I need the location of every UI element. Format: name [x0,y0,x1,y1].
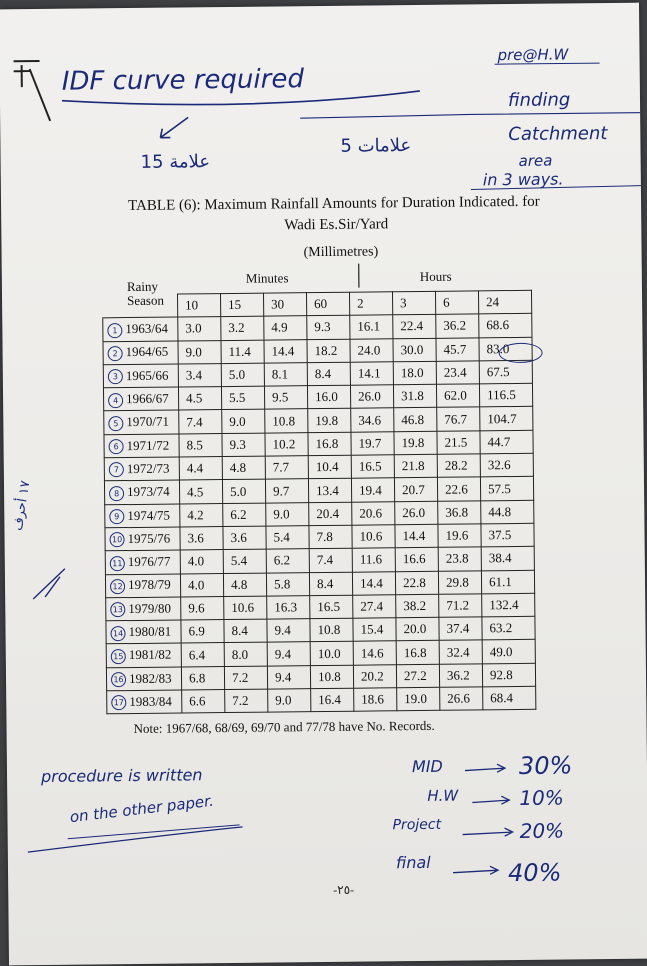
col-header: 24 [478,290,531,314]
value-cell: 7.7 [265,456,308,480]
value-cell: 44.8 [481,500,534,524]
value-cell: 68.6 [479,314,532,338]
value-cell: 5.0 [221,363,264,387]
value-cell: 32.4 [439,640,482,664]
row-number-mark: 11 [110,556,125,571]
value-cell: 14.4 [395,524,438,548]
table-title: TABLE (6): Maximum Rainfall Amounts for Duration Indicated. for [127,193,540,215]
value-cell: 29.8 [438,570,481,594]
value-cell: 32.6 [480,453,533,477]
value-cell: 7.2 [225,689,268,713]
value-cell: 26.0 [395,501,438,525]
season-label: 1965/66 [125,367,169,383]
handwritten-side-note: ١٧ أحرف [10,479,34,532]
season-header: Rainy Season [126,278,164,309]
value-cell: 49.0 [482,640,535,664]
value-cell: 16.0 [307,385,350,409]
value-cell: 16.3 [267,596,310,620]
value-cell: 14.1 [350,362,393,386]
value-cell: 13.4 [308,479,351,503]
season-cell [103,364,178,388]
table-note: Note: 1967/68, 68/69, 69/70 and 77/78 have No. Records. [133,717,435,737]
value-cell: 8.0 [224,643,267,667]
col-header: 15 [221,293,264,317]
season-cell [104,411,179,435]
season-cell [106,667,181,691]
value-cell: 6.8 [181,666,224,690]
value-cell: 9.4 [267,665,310,689]
value-cell: 3.6 [223,526,266,550]
value-cell: 5.4 [266,526,309,550]
value-cell: 5.4 [223,549,266,573]
row-number-mark: 7 [109,463,124,478]
value-cell: 6.9 [181,620,224,644]
col-header: 3 [392,291,435,315]
row-number-mark: 12 [110,579,125,594]
value-cell: 45.7 [436,337,479,361]
value-cell: 19.4 [351,478,394,502]
value-cell: 37.4 [439,617,482,641]
value-cell: 5.5 [221,386,264,410]
season-cell [105,550,180,574]
season-cell [104,434,179,458]
handwritten-note-2: finding [507,89,571,112]
row-number-mark: 17 [111,696,126,711]
value-cell: 36.8 [438,501,481,525]
season-cell [107,690,182,714]
grade-value-mid: 30% [518,751,573,780]
value-cell: 7.4 [179,410,222,434]
table-row [107,686,536,714]
season-cell [105,527,180,551]
season-cell [104,480,179,504]
value-cell: 16.6 [395,548,438,572]
value-cell: 20.6 [352,501,395,525]
value-cell: 6.2 [266,549,309,573]
value-cell: 9.3 [307,316,350,340]
value-cell: 10.8 [265,409,308,433]
value-cell: 16.5 [351,455,394,479]
season-label: 1975/76 [127,530,171,546]
group-minutes: Minutes [245,270,289,286]
value-cell: 22.8 [395,571,438,595]
paper-sheet [0,3,647,966]
value-cell: 83.0 [479,337,532,361]
value-cell: 92.8 [482,663,535,687]
value-cell: 8.4 [309,572,352,596]
value-cell: 9.0 [268,689,311,713]
value-cell: 34.6 [351,408,394,432]
value-cell: 4.9 [264,316,307,340]
value-cell: 116.5 [479,383,532,407]
value-cell: 9.0 [222,410,265,434]
grade-value-project: 20% [519,818,565,843]
grade-label-hw: H.W [427,786,459,805]
grade-label-mid: MID [411,756,443,777]
season-label: 1963/64 [125,320,169,337]
grade-value-final: 40% [507,858,562,888]
row-number-mark: 10 [109,532,124,547]
value-cell: 30.0 [393,338,436,362]
rainfall-table [102,290,536,715]
value-cell: 4.4 [179,457,222,481]
value-cell: 8.5 [179,433,222,457]
season-cell [105,574,180,598]
value-cell: 38.4 [481,547,534,571]
season-label: 1980/81 [128,623,172,640]
value-cell: 11.4 [221,340,264,364]
value-cell: 16.5 [310,595,353,619]
value-cell: 10.4 [308,455,351,479]
season-label: 1976/77 [127,553,171,570]
value-cell: 20.7 [394,478,437,502]
handwritten-marks-right: 5 علامات [340,135,412,157]
col-header: 30 [263,293,306,317]
value-cell: 44.7 [480,430,533,454]
procedure-note-2: on the other paper. [68,791,215,827]
value-cell: 62.0 [436,384,479,408]
value-cell: 26.6 [440,687,483,711]
season-cell [103,387,178,411]
season-cell [106,620,181,644]
value-cell: 9.4 [267,619,310,643]
col-header: 60 [306,292,349,316]
season-label: 1979/80 [128,600,171,616]
table-units: (Millimetres) [303,244,379,261]
value-cell: 24.0 [350,338,393,362]
handwritten-marks-left: 15 علامة [140,151,211,173]
value-cell: 31.8 [393,385,436,409]
row-number-mark: 6 [109,439,124,454]
value-cell: 14.4 [352,571,395,595]
table-body [103,314,536,715]
procedure-note-1: procedure is written [40,765,203,786]
value-cell: 36.2 [436,314,479,338]
value-cell: 9.0 [178,340,221,364]
value-cell: 3.4 [178,363,221,387]
value-cell: 14.6 [353,641,396,665]
value-cell: 5.8 [266,572,309,596]
row-number-mark: 8 [109,486,124,501]
row-number-mark: 3 [108,369,123,384]
value-cell: 4.0 [180,550,223,574]
value-cell: 21.5 [437,431,480,455]
value-cell: 23.8 [438,547,481,571]
value-cell: 104.7 [480,407,533,431]
row-number-mark: 14 [110,626,125,641]
value-cell: 19.7 [351,432,394,456]
value-cell: 11.6 [352,548,395,572]
value-cell: 16.1 [350,315,393,339]
value-cell: 68.4 [483,686,536,710]
value-cell: 4.5 [179,480,222,504]
grade-label-project: Project [392,816,442,834]
value-cell: 132.4 [482,593,535,617]
value-cell: 19.6 [438,524,481,548]
value-cell: 8.4 [307,362,350,386]
season-col-header [103,294,178,318]
season-label: 1972/73 [126,460,170,477]
season-label: 1966/67 [126,390,169,407]
season-label: 1970/71 [126,413,170,430]
value-cell: 4.2 [180,503,223,527]
value-cell: 16.8 [396,641,439,665]
value-cell: 19.8 [394,431,437,455]
row-number-mark: 15 [111,649,126,664]
row-number-mark: 9 [109,509,124,524]
value-cell: 61.1 [481,570,534,594]
value-cell: 22.6 [437,477,480,501]
value-cell: 15.4 [353,618,396,642]
value-cell: 38.2 [396,594,439,618]
value-cell: 71.2 [439,594,482,618]
value-cell: 10.8 [310,665,353,689]
value-cell: 67.5 [479,360,532,384]
value-cell: 7.2 [224,666,267,690]
handwritten-note-4: area [518,151,553,170]
value-cell: 20.2 [353,665,396,689]
season-label: 1974/75 [127,507,171,523]
value-cell: 7.8 [309,525,352,549]
value-cell: 21.8 [394,454,437,478]
value-cell: 4.8 [223,573,266,597]
season-label: 1981/82 [128,646,172,663]
value-cell: 18.2 [307,339,350,363]
season-cell [105,504,180,528]
season-cell [106,643,181,667]
value-cell: 10.6 [224,596,267,620]
season-label: 1964/65 [125,344,169,360]
handwritten-note-3: Catchment [508,123,608,146]
value-cell: 9.5 [264,386,307,410]
value-cell: 6.6 [182,690,225,714]
value-cell: 18.0 [393,361,436,385]
value-cell: 6.4 [181,643,224,667]
season-cell [104,457,179,481]
value-cell: 19.8 [308,409,351,433]
value-cell: 4.0 [180,573,223,597]
value-cell: 4.8 [222,456,265,480]
season-cell [103,341,178,365]
col-header: 2 [349,292,392,316]
handwritten-note-1: pre@H.W [497,45,569,65]
season-cell [103,317,178,341]
value-cell: 16.4 [311,688,354,712]
value-cell: 10.0 [310,642,353,666]
row-number-mark: 16 [111,672,126,687]
handwritten-title: IDF curve required [61,64,305,97]
season-label: 1973/74 [126,483,170,500]
value-cell: 28.2 [437,454,480,478]
value-cell: 6.2 [223,503,266,527]
value-cell: 9.4 [267,642,310,666]
value-cell: 23.4 [436,361,479,385]
season-label: 1983/84 [129,693,172,709]
value-cell: 37.5 [481,523,534,547]
row-number-mark: 1 [107,323,122,338]
value-cell: 3.0 [178,317,221,341]
grade-label-final: final [395,852,431,873]
row-number-mark: 5 [108,416,123,431]
value-cell: 7.4 [309,548,352,572]
value-cell: 16.8 [308,432,351,456]
value-cell: 20.0 [396,617,439,641]
page-number: -٢٥- [333,882,355,897]
value-cell: 57.5 [480,477,533,501]
value-cell: 14.4 [264,339,307,363]
table-subtitle: Wadi Es.Sir/Yard [284,216,389,234]
value-cell: 9.7 [265,479,308,503]
value-cell: 10.8 [310,618,353,642]
value-cell: 9.6 [181,596,224,620]
row-number-mark: 13 [110,602,125,617]
season-label: 1971/72 [126,437,170,453]
season-label: 1978/79 [127,577,171,593]
value-cell: 63.2 [482,616,535,640]
value-cell: 26.0 [350,385,393,409]
row-number-mark: 4 [108,393,123,408]
season-label: 1982/83 [128,670,172,686]
value-cell: 18.6 [354,688,397,712]
value-cell: 3.6 [180,527,223,551]
col-header: 10 [178,294,221,318]
value-cell: 9.3 [222,433,265,457]
season-cell [106,597,181,621]
value-cell: 10.6 [352,525,395,549]
col-header: 6 [435,291,478,315]
handwritten-note-5: in 3 ways. [482,169,564,190]
value-cell: 4.5 [178,387,221,411]
value-cell: 3.2 [221,316,264,340]
value-cell: 27.4 [353,595,396,619]
group-hours: Hours [419,268,452,284]
value-cell: 8.1 [264,363,307,387]
value-cell: 76.7 [437,407,480,431]
value-cell: 20.4 [309,502,352,526]
value-cell: 9.0 [266,502,309,526]
value-cell: 46.8 [394,408,437,432]
grade-value-hw: 10% [519,785,564,810]
value-cell: 8.4 [224,619,267,643]
value-cell: 36.2 [439,664,482,688]
value-cell: 10.2 [265,432,308,456]
value-cell: 22.4 [393,315,436,339]
value-cell: 19.0 [397,687,440,711]
value-cell: 5.0 [222,479,265,503]
row-number-mark: 2 [108,346,123,361]
value-cell: 27.2 [396,664,439,688]
